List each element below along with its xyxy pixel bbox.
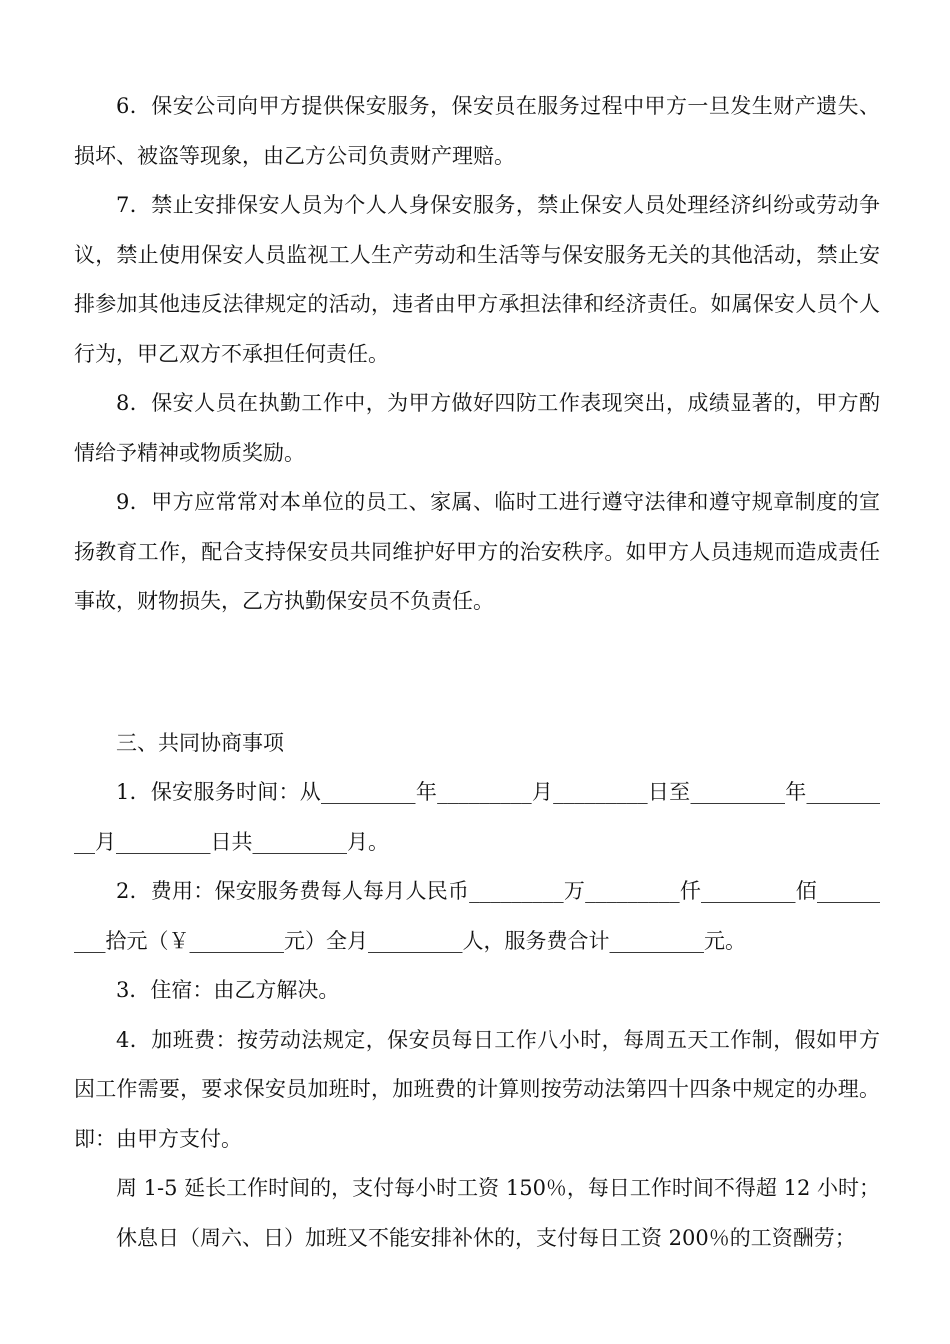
clause-3-4: 4．加班费：按劳动法规定，保安员每日工作八小时，每周五天工作制，假如甲方因工作需要，要求保安员加班时，加班费的计算则按劳动法第四十四条中规定的办理。即：由甲方支付。: [74, 1027, 880, 1151]
document-page: [74, 82, 880, 1263]
overtime-weekday: 周 1-5 延长工作时间的，支付每小时工资 150％，每日工作时间不得超 12 小时；: [116, 1176, 880, 1200]
clause-3-3: 3．住宿：由乙方解决。: [116, 978, 340, 1002]
clause-2-9: 9．甲方应常常对本单位的员工、家属、临时工进行遵守法律和遵守规章制度的宣扬教育工作，配合支持保安员共同维护好甲方的治安秩序。如甲方人员违规而造成责任事故，财物损失，乙方执勤保安员不负责任。: [74, 490, 880, 613]
clause-2-7: 7．禁止安排保安人员为个人人身保安服务，禁止保安人员处理经济纠纷或劳动争议，禁止使用保安人员监视工人生产劳动和生活等与保安服务无关的其他活动，禁止安排参加其他违反法律规定的活动，违者由甲方承担法律和经济责任。如属保安人员个人行为，甲乙双方不承担任何责任。: [74, 193, 880, 366]
clause-2-8: 8．保安人员在执勤工作中，为甲方做好四防工作表现突出，成绩显著的，甲方酌情给予精神或物质奖励。: [74, 391, 880, 465]
clause-2-6: 6．保安公司向甲方提供保安服务，保安员在服务过程中甲方一旦发生财产遗失、损坏、被盗等现象，由乙方公司负责财产理赔。: [74, 94, 880, 168]
section-3-heading: 三、共同协商事项: [116, 730, 284, 755]
section-spacer: [74, 627, 880, 719]
overtime-restday: 休息日（周六、日）加班又不能安排补休的，支付每日工资 200％的工资酬劳；: [116, 1225, 856, 1250]
clause-3-1: 1．保安服务时间：从_________年_________月_________日至_________年_________月_________日共_________月。: [74, 780, 880, 854]
clause-3-2: 2．费用：保安服务费每人每月人民币_________万_________仟_________佰_________拾元（￥_________元）全月_________人，服务费合计_________元。: [74, 879, 880, 953]
